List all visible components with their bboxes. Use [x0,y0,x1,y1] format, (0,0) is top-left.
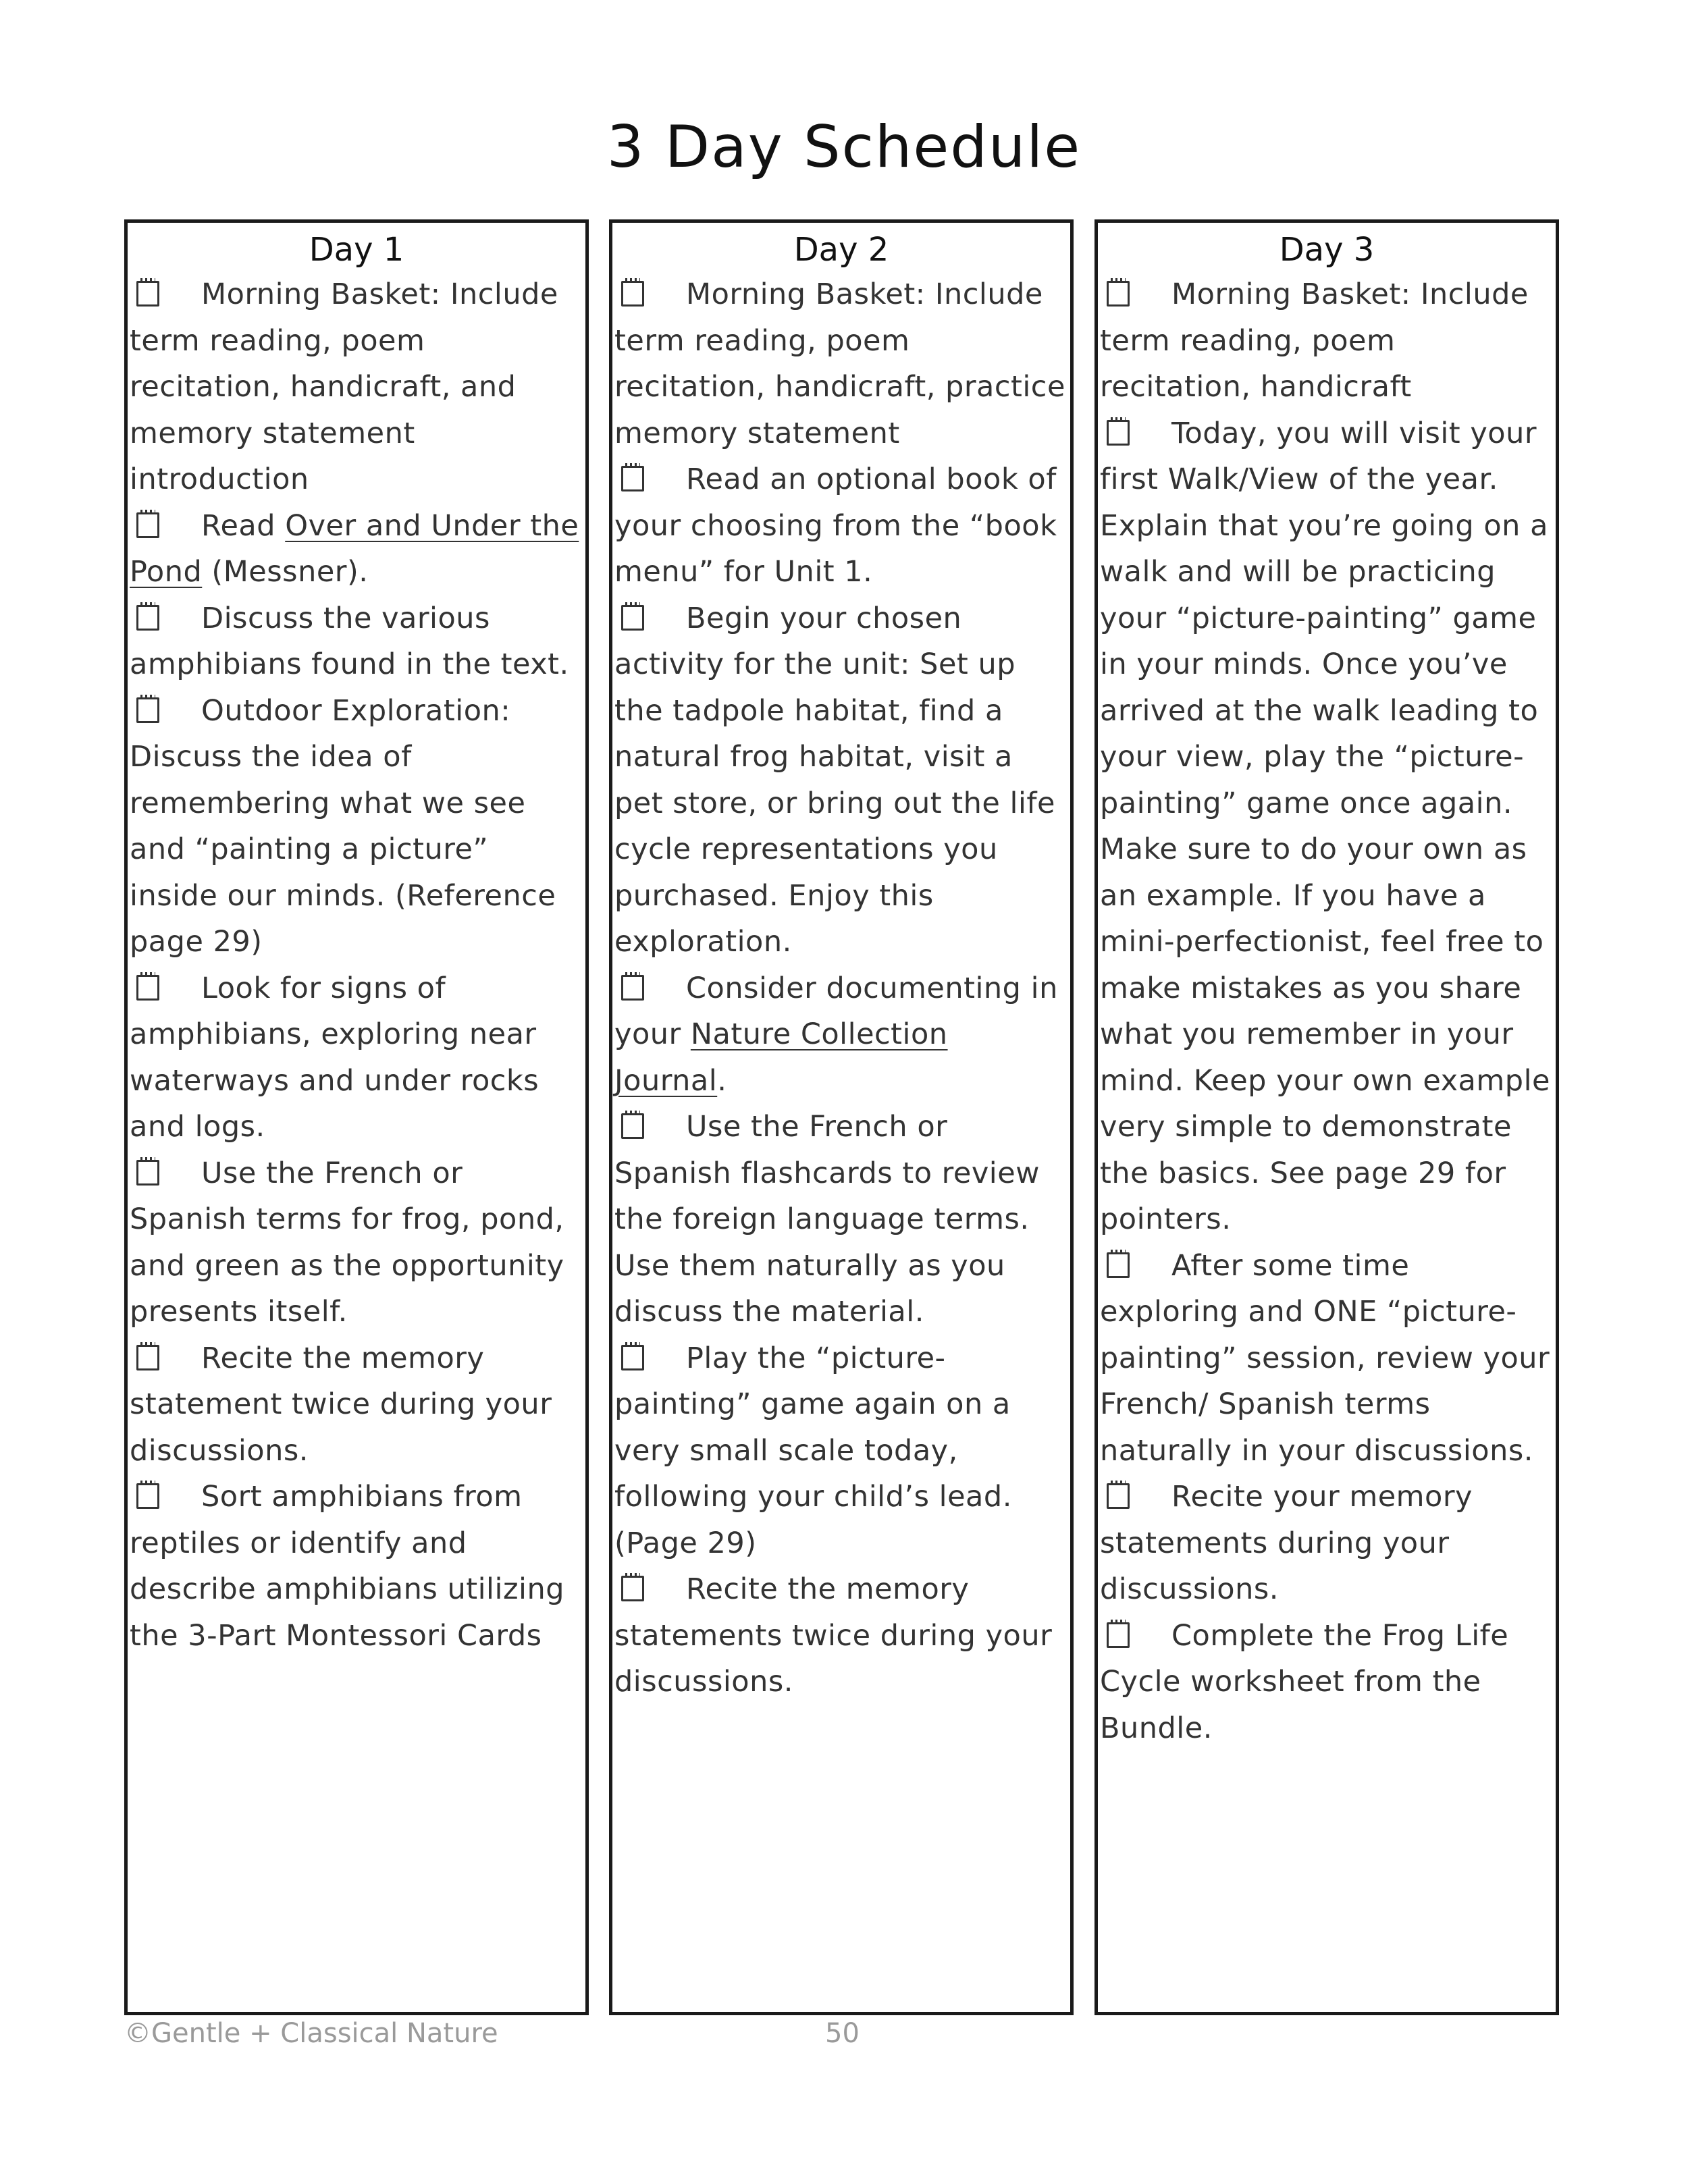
checklist-item [1100,410,1553,1243]
checklist-item [614,1335,1067,1567]
checkbox-icon[interactable] [621,466,644,491]
item-text: Consider documenting in your [614,971,1058,1051]
item-text: (Messner). [202,555,369,589]
day-2-column [609,219,1074,2015]
checklist-item [1100,1243,1553,1474]
checkbox-icon[interactable] [1107,1483,1130,1509]
checkbox-icon[interactable] [1107,420,1130,446]
checklist-item [130,1474,583,1659]
day-1-column [124,219,589,2015]
item-text: Look for signs of amphibians, exploring near waterways and under rocks and logs. [130,971,539,1144]
item-text: Read an optional book of your choosing from the “book menu” for Unit 1. [614,462,1057,589]
checklist-item [1100,271,1553,410]
item-text: Today, you will visit your first Walk/View of the year. Explain that you’re going on a walk and will be practicing your “picture-painting” game in your minds. Once you’ve arrived at the walk leading to your view, play the “picture-painting” game once again. Make sure to do your own as an example. If you have a mini-perfectionist, feel free to make mistakes as you share what you remember in your mind. Keep your own example very simple to demonstrate the basics. See page 29 for pointers. [1100,416,1550,1236]
item-text: After some time exploring and ONE “picture-painting” session, review your French/ Spanish terms naturally in your discussions. [1100,1248,1550,1468]
item-text: Discuss the various amphibians found in the text. [130,601,569,681]
day-2-checklist [612,271,1070,1705]
checklist-item [130,1335,583,1474]
checklist-item [614,965,1067,1104]
checklist-item [614,456,1067,595]
day-2-heading: Day 2 [793,231,889,269]
day-3-column [1094,219,1559,2015]
checklist-item [130,965,583,1150]
checkbox-icon[interactable] [621,1576,644,1601]
checklist-item [1100,1474,1553,1613]
item-text: Recite the memory statements twice during your discussions. [614,1572,1053,1699]
item-text: Read [201,508,286,543]
checkbox-icon[interactable] [136,605,159,631]
checklist-item [130,595,583,688]
checkbox-icon[interactable] [621,975,644,1001]
item-text: Recite the memory statement twice during your discussions. [130,1341,552,1468]
item-text: Morning Basket: Include term reading, poem recitation, handicraft, and memory statement introduction [130,277,558,496]
checkbox-icon[interactable] [621,281,644,307]
item-text: Outdoor Exploration: Discuss the idea of remembering what we see and “painting a picture” inside our minds. (Reference page 29) [130,693,556,959]
checkbox-icon[interactable] [136,512,159,538]
checkbox-icon[interactable] [1107,281,1130,307]
item-text: Sort amphibians from reptiles or identify and describe amphibians utilizing the 3-Part Montessori Cards [130,1480,565,1653]
checkbox-icon[interactable] [621,1113,644,1139]
checkbox-icon[interactable] [1107,1252,1130,1278]
item-text: Use the French or Spanish terms for frog, pond, and green as the opportunity presents itself. [130,1156,564,1329]
day-1-heading: Day 1 [309,231,404,269]
checkbox-icon[interactable] [1107,1622,1130,1648]
checkbox-icon[interactable] [621,1345,644,1370]
checklist-item [614,595,1067,965]
checkbox-icon[interactable] [136,975,159,1001]
item-text: . [717,1063,727,1098]
checklist-item [614,1566,1067,1705]
item-text: Recite your memory statements during your discussions. [1100,1480,1473,1606]
checklist-item [614,271,1067,456]
item-text: Play the “picture-painting” game again on a very small scale today, following your child’s lead. (Page 29) [614,1341,1012,1560]
checkbox-icon[interactable] [621,605,644,631]
page-number: 50 [825,2018,860,2049]
checkbox-icon[interactable] [136,281,159,307]
day-3-checklist [1098,271,1556,1751]
checklist-item [130,503,583,595]
checklist-item [130,688,583,965]
checklist-item [614,1104,1067,1335]
copyright-footer: ©Gentle + Classical Nature [124,2018,498,2049]
item-text: Morning Basket: Include term reading, poem recitation, handicraft [1100,277,1529,404]
day-1-checklist [128,271,585,1659]
day-3-heading: Day 3 [1279,231,1375,269]
checkbox-icon[interactable] [136,697,159,723]
item-text: Complete the Frog Life Cycle worksheet from the Bundle. [1100,1618,1509,1745]
item-text: Begin your chosen activity for the unit: Set up the tadpole habitat, find a natural frog habitat, visit a pet store, or bring out the life cycle representations you purchased. Enjoy this exploration. [614,601,1055,959]
book-title: Nature Collection Journal [614,1017,948,1098]
checklist-item [130,271,583,503]
item-text: Use the French or Spanish flashcards to review the foreign language terms. Use them naturally as you discuss the material. [614,1110,1040,1329]
checkbox-icon[interactable] [136,1160,159,1186]
item-text: Morning Basket: Include term reading, poem recitation, handicraft, practice memory statement [614,277,1065,450]
book-title: Over and Under the Pond [130,508,579,589]
page-title: 3 Day Schedule [606,113,1082,181]
checklist-item [1100,1613,1553,1752]
checkbox-icon[interactable] [136,1345,159,1370]
checkbox-icon[interactable] [136,1483,159,1509]
checklist-item [130,1150,583,1335]
